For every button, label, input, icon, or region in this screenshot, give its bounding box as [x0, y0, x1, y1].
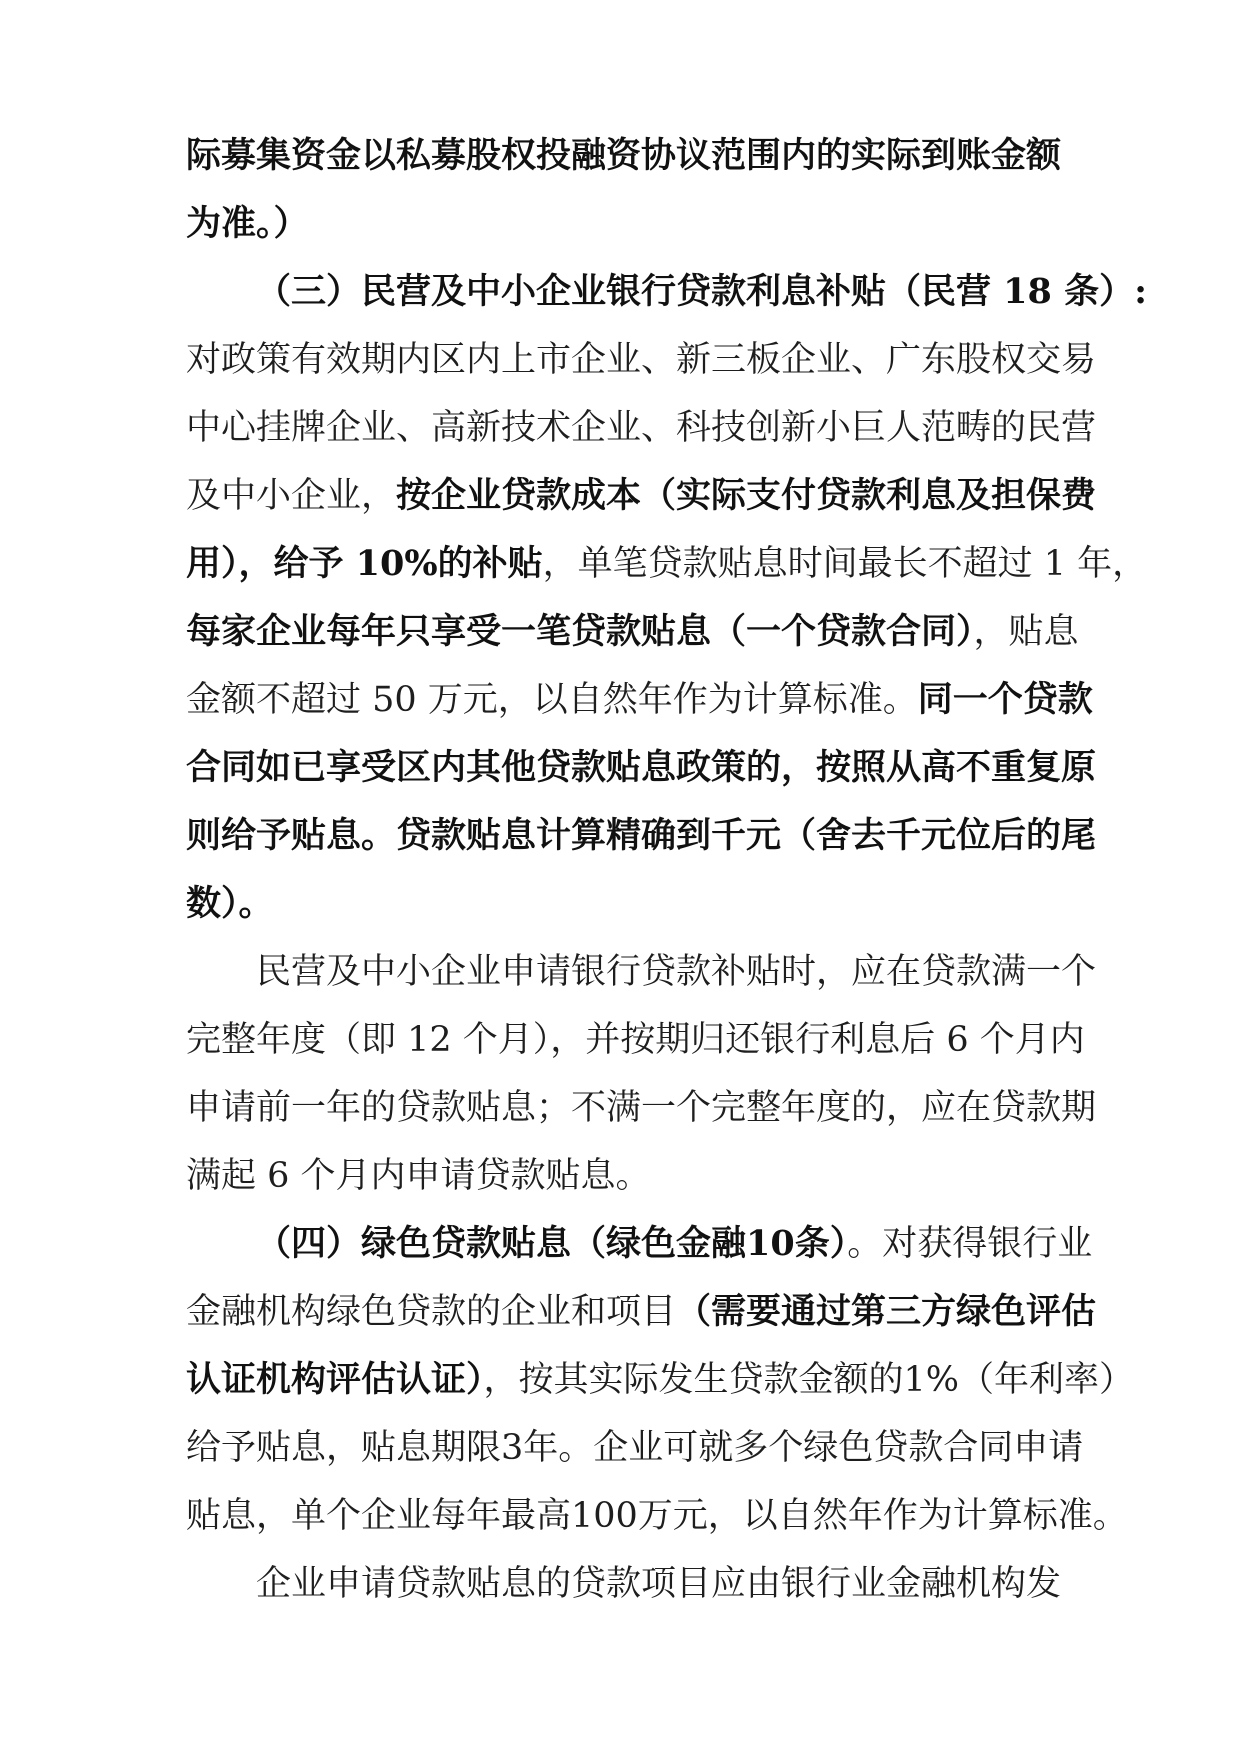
text-line	[186, 875, 1056, 933]
text-line	[186, 195, 1056, 253]
bold-text: 际募集资金以私募股权投融资协议范围内的实际到账金额	[186, 135, 1062, 176]
text-line	[186, 1351, 1135, 1409]
bold-text: （需要通过第三方绿色评估	[676, 1291, 1097, 1332]
bold-text: 合同如已享受区内其他贷款贴息政策的，按照从高不重复原	[186, 747, 1097, 788]
body-text: 及中小企业，	[186, 476, 397, 516]
body-text: 给予贴息，贴息期限3年。企业可就多个绿色贷款合同申请	[186, 1428, 1084, 1468]
paragraph-first-line	[256, 943, 1097, 1001]
body-text: 申请前一年的贷款贴息；不满一个完整年度的，应在贷款期	[186, 1088, 1097, 1128]
bold-text: 同一个贷款	[917, 679, 1093, 720]
bold-text: （四）绿色贷款贴息（绿色金融10条）	[256, 1223, 848, 1264]
body-text: 。对获得银行业	[847, 1224, 1093, 1264]
text-line	[186, 467, 1097, 525]
bold-text: 认证机构评估认证）	[186, 1359, 484, 1400]
body-text: ，按其实际发生贷款金额的1%（年利率）	[483, 1360, 1135, 1400]
text-line	[186, 535, 1148, 593]
text-line	[186, 739, 1097, 797]
text-line	[186, 1283, 1097, 1341]
bold-text: 则给予贴息。贷款贴息计算精确到千元（舍去千元位后的尾	[186, 815, 1097, 856]
bold-text: （三）民营及中小企业银行贷款利息补贴（民营 18 条）:	[256, 271, 1147, 312]
body-text: ，单笔贷款贴息时间最长不超过 1 年，	[542, 544, 1148, 584]
text-line	[186, 1079, 1097, 1137]
text-line	[186, 603, 1079, 661]
body-text: ，贴息	[973, 612, 1079, 652]
bold-text: 数）。	[186, 883, 274, 924]
body-text: 完整年度（即 12 个月），并按期归还银行利息后 6 个月内	[186, 1020, 1085, 1060]
text-line	[186, 671, 1093, 729]
body-text: 企业申请贷款贴息的贷款项目应由银行业金融机构发	[256, 1564, 1062, 1604]
text-line	[186, 127, 1062, 185]
text-line	[186, 399, 1097, 457]
paragraph-first-line	[256, 1555, 1062, 1613]
text-line	[186, 331, 1097, 389]
body-text: 满起 6 个月内申请贷款贴息。	[186, 1156, 651, 1196]
body-text: 中心挂牌企业、高新技术企业、科技创新小巨人范畴的民营	[186, 408, 1097, 448]
bold-text: 用），给予 10%的补贴	[186, 543, 543, 584]
text-line	[186, 1011, 1085, 1069]
bold-text: 为准。）	[186, 203, 309, 244]
bold-text: 按企业贷款成本（实际支付贷款利息及担保费	[396, 475, 1097, 516]
body-text: 金额不超过 50 万元，以自然年作为计算标准。	[186, 680, 918, 720]
text-line	[186, 807, 1097, 865]
bold-text: 每家企业每年只享受一笔贷款贴息（一个贷款合同）	[186, 611, 974, 652]
body-text: 民营及中小企业申请银行贷款补贴时，应在贷款满一个	[256, 952, 1097, 992]
body-text: 对政策有效期内区内上市企业、新三板企业、广东股权交易	[186, 340, 1097, 380]
text-line	[186, 1419, 1084, 1477]
body-text: 贴息，单个企业每年最高100万元，以自然年作为计算标准。	[186, 1496, 1128, 1536]
body-text: 金融机构绿色贷款的企业和项目	[186, 1292, 677, 1332]
section-heading	[256, 1215, 1093, 1273]
section-heading	[256, 263, 1147, 321]
text-line	[186, 1147, 1056, 1205]
text-line	[186, 1487, 1128, 1545]
